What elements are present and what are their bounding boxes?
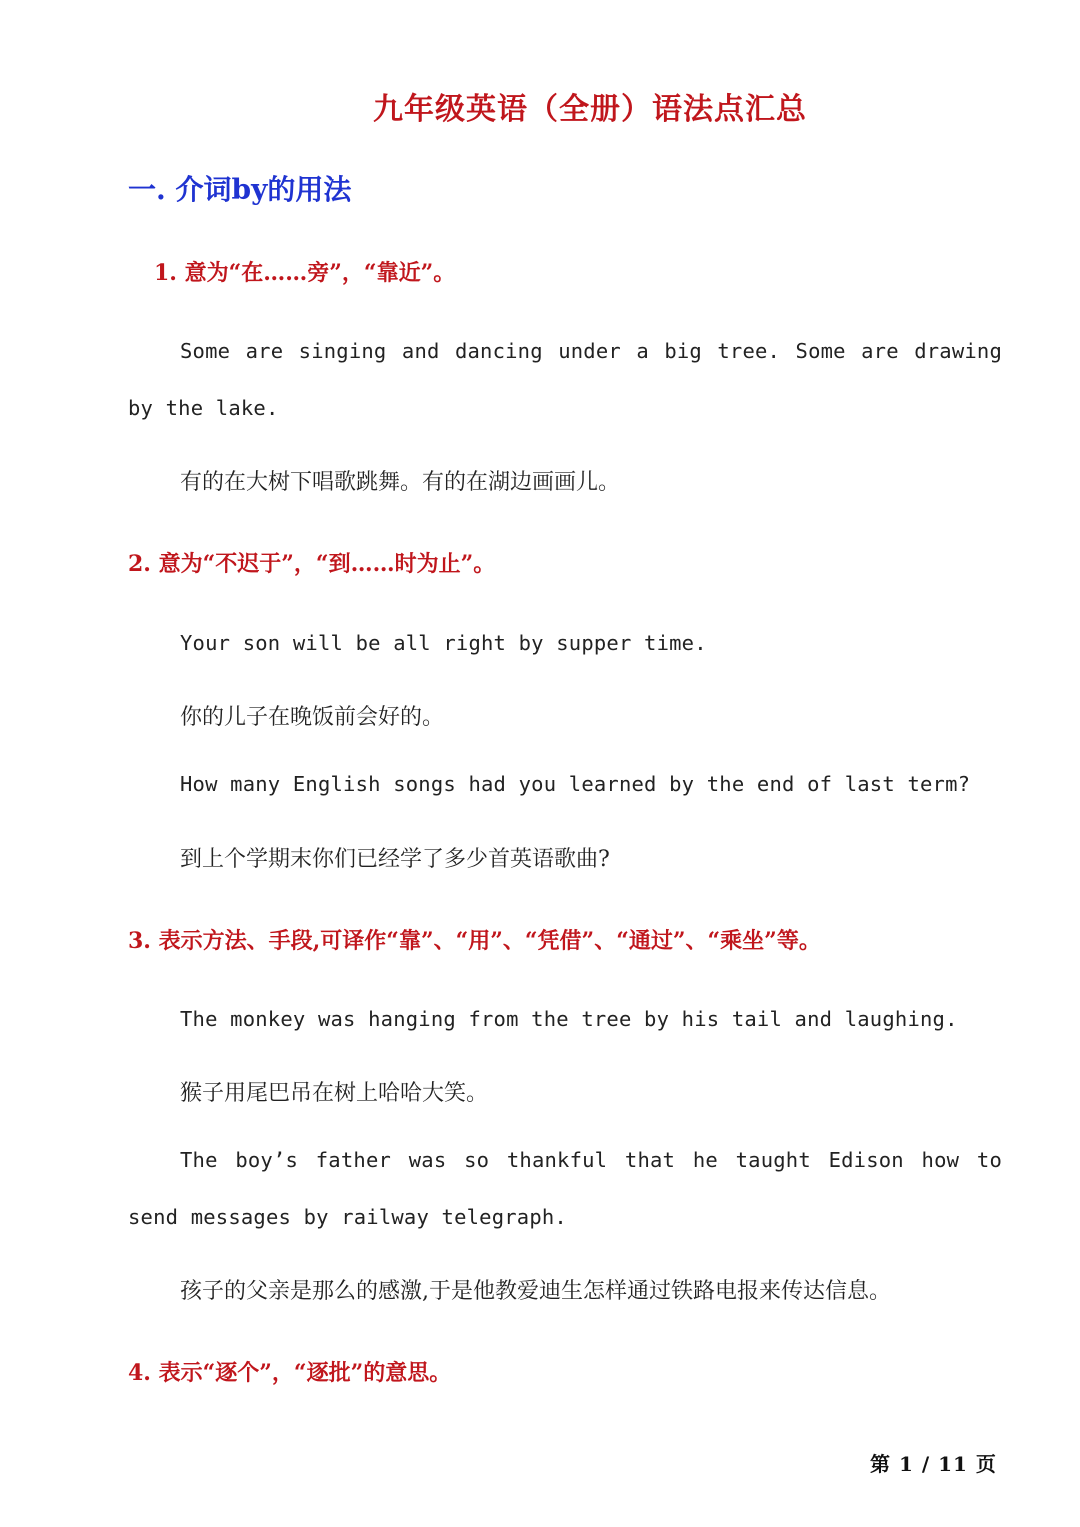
example-chinese-translation: 有的在大树下唱歌跳舞。有的在湖边画画儿。 [180, 470, 621, 495]
point-3-heading: 3. 表示方法、手段,可译作“靠”、“用”、“凭借”、“通过”、“乘坐”等。 [128, 928, 821, 954]
example-chinese-translation: 你的儿子在晚饭前会好的。 [180, 705, 445, 730]
example-chinese-translation: 猴子用尾巴吊在树上哈哈大笑。 [180, 1081, 489, 1106]
document-title: 九年级英语（全册）语法点汇总 [373, 92, 807, 127]
page-number: 第 1 / 11 页 [870, 1452, 997, 1476]
point-4-heading: 4. 表示“逐个”，“逐批”的意思。 [128, 1360, 452, 1386]
section-title: 一. 介词by的用法 [128, 173, 352, 206]
point-2-heading: 2. 意为“不迟于”，“到……时为止”。 [128, 551, 496, 577]
example-english-line: by the lake. [128, 396, 279, 420]
example-english-line: Some are singing and dancing under a big tree. Some are drawing [180, 339, 1002, 363]
example-english-line: send messages by railway telegraph. [128, 1205, 567, 1229]
example-chinese-translation: 孩子的父亲是那么的感激,于是他教爱迪生怎样通过铁路电报来传达信息。 [180, 1279, 891, 1304]
example-english-line: The boy’s father was so thankful that he taught Edison how to [180, 1148, 1002, 1172]
point-1-heading: 1. 意为“在……旁”，“靠近”。 [154, 260, 456, 286]
example-english-line: The monkey was hanging from the tree by his tail and laughing. [180, 1007, 958, 1031]
example-chinese-translation: 到上个学期末你们已经学了多少首英语歌曲? [180, 847, 610, 872]
example-english-line: How many English songs had you learned by the end of last term? [180, 772, 971, 796]
example-english-line: Your son will be all right by supper time. [180, 631, 707, 655]
